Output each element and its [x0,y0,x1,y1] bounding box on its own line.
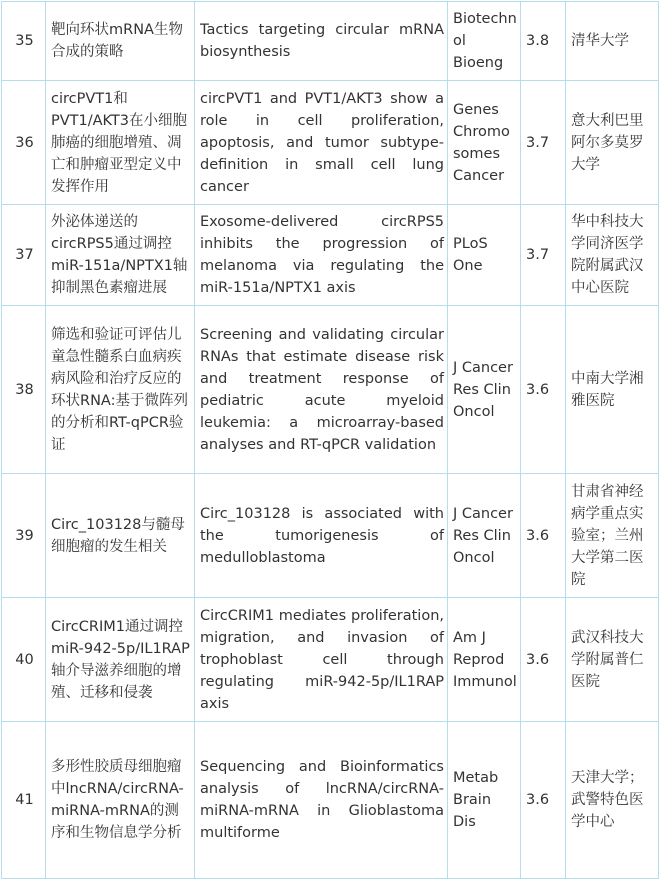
chinese-title: 筛选和验证可评估儿童急性髓系白血病疾病风险和治疗反应的环状RNA:基于微阵列的分析和RT-qPCR验证 [46,306,195,474]
english-title: Circ_103128 is associated with the tumorigenesis of medulloblastoma [195,474,448,598]
institution: 天津大学；武警特色医学中心 [566,722,659,879]
institution: 清华大学 [566,2,659,81]
journal: Genes Chromosomes Cancer [448,81,521,205]
english-title: Sequencing and Bioinformatics analysis of lncRNA/circRNA-miRNA-mRNA in Glioblastoma multiforme [195,722,448,879]
institution: 武汉科技大学附属普仁医院 [566,598,659,722]
english-title: Tactics targeting circular mRNA biosynthesis [195,2,448,81]
chinese-title: 靶向环状mRNA生物合成的策略 [46,2,195,81]
row-number: 39 [2,474,46,598]
table-row [2,474,659,598]
impact-factor: 3.6 [521,598,566,722]
impact-factor: 3.8 [521,2,566,81]
publication-table [1,1,659,879]
institution: 意大利巴里阿尔多莫罗大学 [566,81,659,205]
journal: J Cancer Res Clin Oncol [448,474,521,598]
table-row [2,2,659,81]
row-number: 38 [2,306,46,474]
chinese-title: 多形性胶质母细胞瘤中lncRNA/circRNA-miRNA-mRNA的测序和生物信息学分析 [46,722,195,879]
impact-factor: 3.6 [521,306,566,474]
chinese-title: circPVT1和PVT1/AKT3在小细胞肺癌的细胞增殖、凋亡和肿瘤亚型定义中发挥作用 [46,81,195,205]
chinese-title: Circ_103128与髓母细胞瘤的发生相关 [46,474,195,598]
english-title: Screening and validating circular RNAs that estimate disease risk and treatment response of pediatric acute myeloid leukemia: a microarray-based analyses and RT-qPCR validation [195,306,448,474]
english-title: CircCRIM1 mediates proliferation, migration, and invasion of trophoblast cell through regulating miR-942-5p/IL1RAP axis [195,598,448,722]
row-number: 36 [2,81,46,205]
journal: PLoS One [448,205,521,306]
impact-factor: 3.6 [521,474,566,598]
impact-factor: 3.7 [521,81,566,205]
row-number: 35 [2,2,46,81]
institution: 华中科技大学同济医学院附属武汉中心医院 [566,205,659,306]
table-row [2,205,659,306]
table-row [2,81,659,205]
institution: 中南大学湘雅医院 [566,306,659,474]
institution: 甘肃省神经病学重点实验室；兰州大学第二医院 [566,474,659,598]
chinese-title: 外泌体递送的circRPS5通过调控miR-151a/NPTX1轴抑制黑色素瘤进展 [46,205,195,306]
journal: J Cancer Res Clin Oncol [448,306,521,474]
journal: Biotechnol Bioeng [448,2,521,81]
journal: Am J Reprod Immunol [448,598,521,722]
impact-factor: 3.7 [521,205,566,306]
journal: Metab Brain Dis [448,722,521,879]
impact-factor: 3.6 [521,722,566,879]
row-number: 41 [2,722,46,879]
row-number: 40 [2,598,46,722]
row-number: 37 [2,205,46,306]
english-title: Exosome-delivered circRPS5 inhibits the progression of melanoma via regulating the miR-151a/NPTX1 axis [195,205,448,306]
table-row [2,598,659,722]
chinese-title: CircCRIM1通过调控miR-942-5p/IL1RAP轴介导滋养细胞的增殖、迁移和侵袭 [46,598,195,722]
english-title: circPVT1 and PVT1/AKT3 show a role in cell proliferation, apoptosis, and tumor subtype-definition in small cell lung cancer [195,81,448,205]
table-row [2,722,659,879]
table-row [2,306,659,474]
